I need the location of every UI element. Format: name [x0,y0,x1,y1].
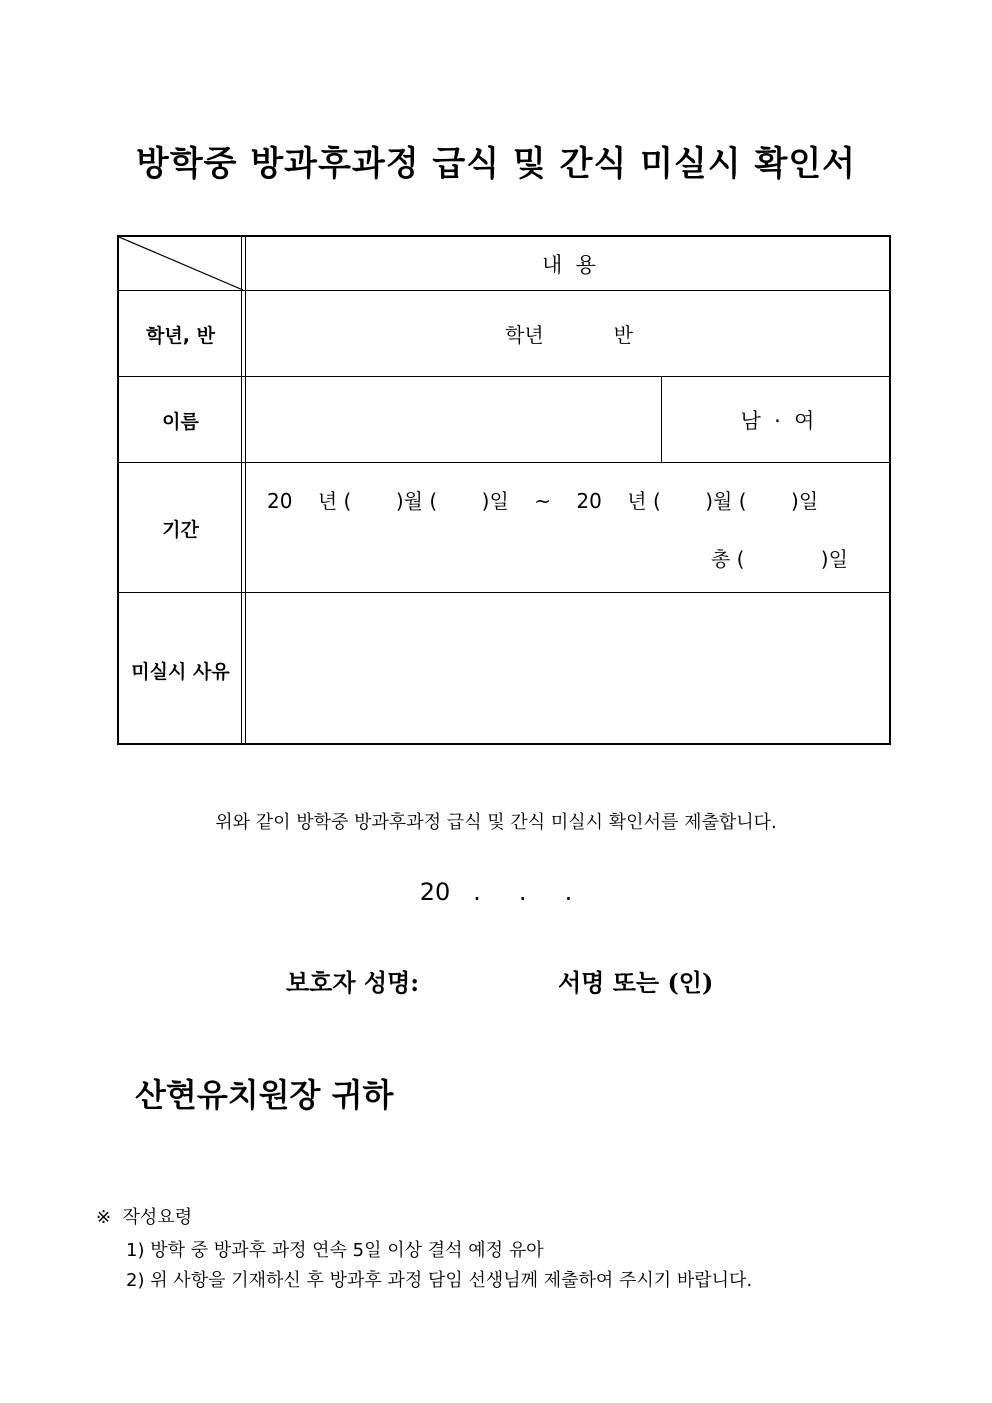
confirmation-table [117,235,891,745]
grade-class-field[interactable]: 학년 반 [505,323,633,347]
grade-class-label: 학년, 반 [146,325,215,347]
instruction-item: 2) 위 사항을 기재하신 후 방과후 과정 담임 선생님께 제출하여 주시기 바랍니다. [126,1270,753,1291]
page-title: 방학중 방과후과정 급식 및 간식 미실시 확인서 [135,144,857,184]
signature-or-seal: 서명 또는 (인) [558,968,714,997]
period-range-field[interactable]: 20 년 ( )월 ( )일 ~ 20 년 ( )월 ( )일 [267,489,819,513]
row-divider [119,462,889,463]
addressee: 산현유치원장 귀하 [135,1076,394,1114]
row-divider [119,290,889,291]
corner-diagonal [119,237,243,290]
period-label: 기간 [162,519,199,541]
row-divider [119,592,889,593]
name-field[interactable] [247,379,659,459]
reason-field[interactable] [247,595,891,743]
date-field[interactable]: 20 . . . [419,878,573,906]
row-divider [119,376,889,377]
table-header: 내 용 [542,253,596,277]
gender-divider [661,376,662,462]
instructions-heading: ※ 작성요령 [96,1207,193,1228]
reason-label: 미실시 사유 [131,661,230,683]
guardian-name-label: 보호자 성명: [286,968,420,997]
period-total-field[interactable]: 총 ( )일 [711,547,848,571]
name-label: 이름 [162,411,199,433]
submission-statement: 위와 같이 방학중 방과후과정 급식 및 간식 미실시 확인서를 제출합니다. [215,812,777,833]
gender-select[interactable]: 남 · 여 [740,409,815,433]
instruction-item: 1) 방학 중 방과후 과정 연속 5일 이상 결석 예정 유아 [126,1240,544,1261]
